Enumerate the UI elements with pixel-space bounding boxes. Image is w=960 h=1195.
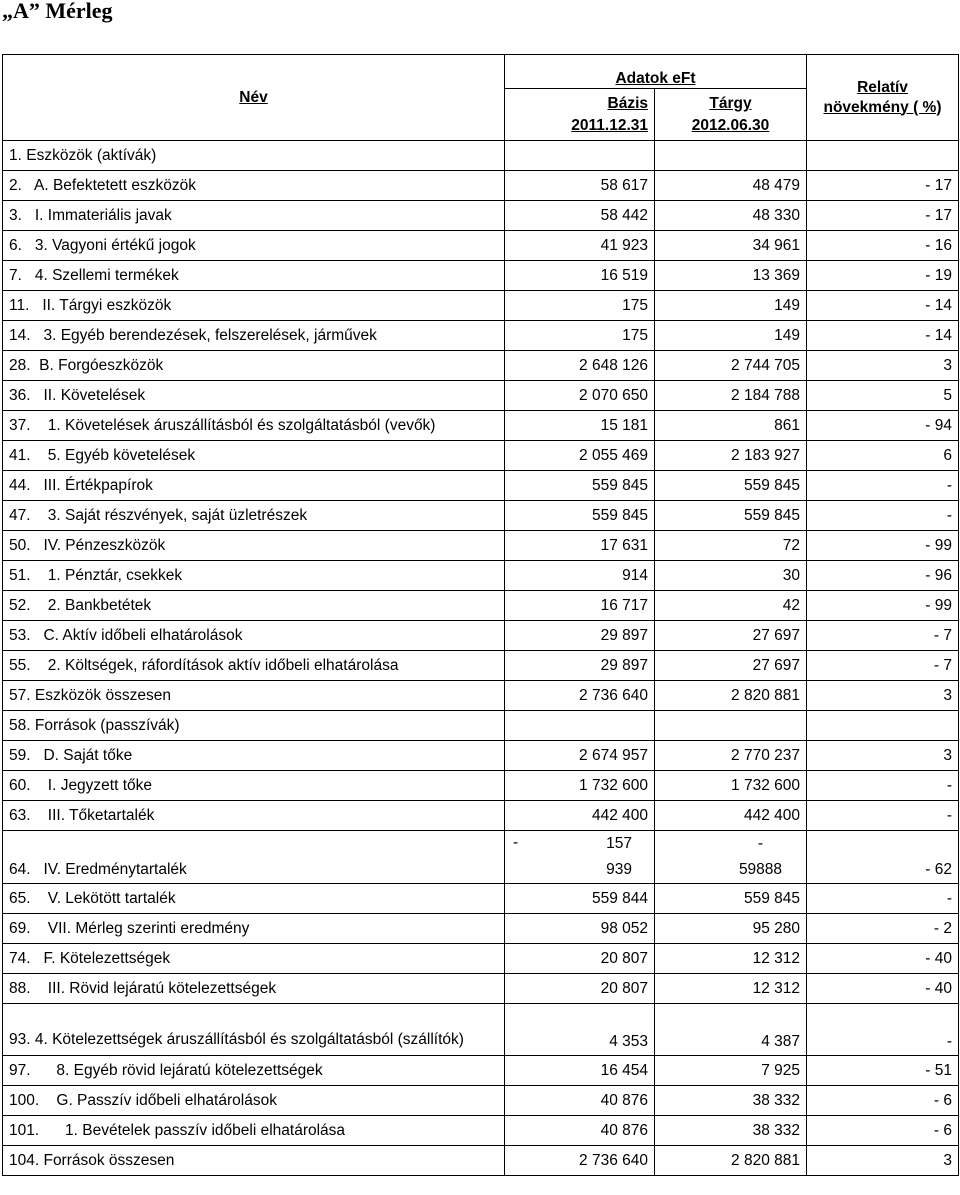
row-base: 2 736 640: [505, 1146, 655, 1176]
row-relative: - 16: [807, 231, 959, 261]
row-relative: - 6: [807, 1086, 959, 1116]
table-row: [3, 231, 959, 261]
row-target: 27 697: [655, 621, 807, 651]
row-target: 1 732 600: [655, 771, 807, 801]
row-base-l1: 157: [606, 835, 632, 852]
row-base: 16 454: [505, 1056, 655, 1086]
row-name: 60. I. Jegyzett tőke: [3, 771, 505, 801]
row-name: 3. I. Immateriális javak: [3, 201, 505, 231]
row-target: [655, 711, 807, 741]
page-title: „A” Mérleg: [2, 0, 113, 23]
row-relative: - 99: [807, 591, 959, 621]
row-relative: 3: [807, 351, 959, 381]
header-rel-l1: Relatív: [857, 78, 908, 96]
row-relative: -: [807, 884, 959, 914]
row-relative: - 19: [807, 261, 959, 291]
row-base-l2: 939: [606, 861, 632, 878]
row-target: 559 845: [655, 471, 807, 501]
row-name: 41. 5. Egyéb követelések: [3, 441, 505, 471]
header-name: Név: [3, 55, 505, 141]
row-target: 2 820 881: [655, 1146, 807, 1176]
row-name: 53. C. Aktív időbeli elhatárolások: [3, 621, 505, 651]
table-row: [3, 944, 959, 974]
row-relative: - 17: [807, 171, 959, 201]
table-row: [3, 1146, 959, 1176]
row-target: 12 312: [655, 974, 807, 1004]
row-target: 7 925: [655, 1056, 807, 1086]
table-row: [3, 1116, 959, 1146]
table-row: [3, 621, 959, 651]
row-relative: - 2: [807, 914, 959, 944]
row-name: 2. A. Befektetett eszközök: [3, 171, 505, 201]
row-target: 38 332: [655, 1116, 807, 1146]
row-target: 149: [655, 291, 807, 321]
row-target: 72: [655, 531, 807, 561]
table-row: [3, 471, 959, 501]
row-relative: - 7: [807, 651, 959, 681]
header-rel-l2: növekmény ( %): [823, 98, 942, 116]
row-base: 2 055 469: [505, 441, 655, 471]
header-target: [655, 89, 807, 141]
table-row: [3, 171, 959, 201]
row-base: [505, 141, 655, 171]
row-target: 2 184 788: [655, 381, 807, 411]
row-base: 40 876: [505, 1116, 655, 1146]
row-target: [655, 831, 807, 884]
table-row: [3, 771, 959, 801]
row-base: 58 617: [505, 171, 655, 201]
row-relative: -: [807, 801, 959, 831]
row-base: 1 732 600: [505, 771, 655, 801]
table-row: [3, 591, 959, 621]
table-row: [3, 1004, 959, 1056]
table-row: [3, 291, 959, 321]
row-name: 51. 1. Pénztár, csekkek: [3, 561, 505, 591]
row-name: 11. II. Tárgyi eszközök: [3, 291, 505, 321]
table-row: [3, 411, 959, 441]
row-name: 97. 8. Egyéb rövid lejáratú kötelezettségek: [3, 1056, 505, 1086]
table-row: [3, 741, 959, 771]
row-target: 442 400: [655, 801, 807, 831]
table-row: [3, 651, 959, 681]
table-row: [3, 351, 959, 381]
row-target: 861: [655, 411, 807, 441]
row-name: 64. IV. Eredménytartalék: [3, 831, 505, 884]
row-name: 100. G. Passzív időbeli elhatárolások: [3, 1086, 505, 1116]
row-relative: - 6: [807, 1116, 959, 1146]
row-base: 20 807: [505, 974, 655, 1004]
row-base: 2 070 650: [505, 381, 655, 411]
row-name: 6. 3. Vagyoni értékű jogok: [3, 231, 505, 261]
table-row: [3, 884, 959, 914]
row-target: 48 479: [655, 171, 807, 201]
table-row: [3, 1056, 959, 1086]
row-base: 559 844: [505, 884, 655, 914]
header-base: [505, 89, 655, 141]
table-row: [3, 201, 959, 231]
table-row: [3, 681, 959, 711]
row-name: 104. Források összesen: [3, 1146, 505, 1176]
row-base: 41 923: [505, 231, 655, 261]
row-base: 4 353: [505, 1004, 655, 1056]
row-target: 42: [655, 591, 807, 621]
header-target-l1: Tárgy: [709, 94, 752, 112]
row-name: 57. Eszközök összesen: [3, 681, 505, 711]
row-target: 4 387: [655, 1004, 807, 1056]
row-relative: - 14: [807, 321, 959, 351]
table-row: [3, 441, 959, 471]
header-target-l2: 2012.06.30: [691, 116, 770, 134]
row-relative: -: [807, 1004, 959, 1056]
row-relative: - 7: [807, 621, 959, 651]
row-name: 47. 3. Saját részvények, saját üzletrészek: [3, 501, 505, 531]
row-relative: - 51: [807, 1056, 959, 1086]
row-relative: 3: [807, 741, 959, 771]
row-name: 59. D. Saját tőke: [3, 741, 505, 771]
row-base: 16 519: [505, 261, 655, 291]
header-base-l1: Bázis: [607, 94, 648, 112]
row-base: 20 807: [505, 944, 655, 974]
row-base: 40 876: [505, 1086, 655, 1116]
row-target: 2 770 237: [655, 741, 807, 771]
row-base-sign: -: [513, 834, 519, 851]
table-row: [3, 914, 959, 944]
row-name: 14. 3. Egyéb berendezések, felszerelések, járművek: [3, 321, 505, 351]
row-relative: 5: [807, 381, 959, 411]
row-relative: - 17: [807, 201, 959, 231]
row-relative: -: [807, 501, 959, 531]
row-target: 48 330: [655, 201, 807, 231]
row-name: 55. 2. Költségek, ráfordítások aktív időbeli elhatárolása: [3, 651, 505, 681]
row-name: 69. VII. Mérleg szerinti eredmény: [3, 914, 505, 944]
table-row: [3, 801, 959, 831]
row-name: 1. Eszközök (aktívák): [3, 141, 505, 171]
table-row: [3, 141, 959, 171]
row-target: 12 312: [655, 944, 807, 974]
row-relative: -: [807, 471, 959, 501]
header-group: [505, 55, 807, 89]
row-name: 101. 1. Bevételek passzív időbeli elhatárolása: [3, 1116, 505, 1146]
header-group-label: Adatok eFt: [615, 70, 696, 87]
row-name: 65. V. Lekötött tartalék: [3, 884, 505, 914]
table-row: [3, 561, 959, 591]
row-relative: -: [807, 771, 959, 801]
table-row: [3, 711, 959, 741]
table-row: [3, 831, 959, 884]
table-row: [3, 261, 959, 291]
row-relative: - 14: [807, 291, 959, 321]
row-target: 30: [655, 561, 807, 591]
row-base: [505, 711, 655, 741]
row-base: 15 181: [505, 411, 655, 441]
row-base: 58 442: [505, 201, 655, 231]
table-row: [3, 501, 959, 531]
row-base: 914: [505, 561, 655, 591]
row-name: 28. B. Forgóeszközök: [3, 351, 505, 381]
row-base: 2 674 957: [505, 741, 655, 771]
row-name: 74. F. Kötelezettségek: [3, 944, 505, 974]
row-relative: 3: [807, 681, 959, 711]
row-base: 175: [505, 291, 655, 321]
row-target: 38 332: [655, 1086, 807, 1116]
row-base: 442 400: [505, 801, 655, 831]
row-relative: - 99: [807, 531, 959, 561]
balance-sheet-table: [2, 54, 959, 1176]
table-row: [3, 531, 959, 561]
header-relative: [807, 55, 959, 141]
table-row: [3, 1086, 959, 1116]
row-relative: 3: [807, 1146, 959, 1176]
table-row: [3, 381, 959, 411]
row-target: 559 845: [655, 884, 807, 914]
row-base: 98 052: [505, 914, 655, 944]
row-target: 95 280: [655, 914, 807, 944]
row-target: 2 183 927: [655, 441, 807, 471]
row-target: 27 697: [655, 651, 807, 681]
row-name: 93. 4. Kötelezettségek áruszállításból és szolgáltatásból (szállítók): [3, 1004, 505, 1056]
row-base: 29 897: [505, 621, 655, 651]
row-relative: [807, 711, 959, 741]
row-target: 13 369: [655, 261, 807, 291]
row-relative: 6: [807, 441, 959, 471]
row-relative: - 94: [807, 411, 959, 441]
header-base-l2: 2011.12.31: [571, 116, 648, 134]
row-target: 2 820 881: [655, 681, 807, 711]
row-target: 34 961: [655, 231, 807, 261]
row-base: 2 736 640: [505, 681, 655, 711]
row-name: 44. III. Értékpapírok: [3, 471, 505, 501]
row-name: 36. II. Követelések: [3, 381, 505, 411]
row-base: 2 648 126: [505, 351, 655, 381]
row-name: 50. IV. Pénzeszközök: [3, 531, 505, 561]
row-base: 16 717: [505, 591, 655, 621]
row-name: 52. 2. Bankbetétek: [3, 591, 505, 621]
header-row-1: [3, 55, 959, 89]
row-target-l1: -: [757, 835, 764, 852]
row-relative: [807, 141, 959, 171]
row-relative: - 62: [807, 831, 959, 884]
row-base: 175: [505, 321, 655, 351]
row-base: 559 845: [505, 471, 655, 501]
table-row: [3, 321, 959, 351]
row-name: 58. Források (passzívák): [3, 711, 505, 741]
row-base: 559 845: [505, 501, 655, 531]
row-name: 88. III. Rövid lejáratú kötelezettségek: [3, 974, 505, 1004]
row-base: [505, 831, 655, 884]
row-target: 559 845: [655, 501, 807, 531]
row-name: 63. III. Tőketartalék: [3, 801, 505, 831]
row-target: 149: [655, 321, 807, 351]
row-target: 2 744 705: [655, 351, 807, 381]
row-relative: - 40: [807, 944, 959, 974]
row-relative: - 40: [807, 974, 959, 1004]
row-base: 29 897: [505, 651, 655, 681]
row-name: 7. 4. Szellemi termékek: [3, 261, 505, 291]
row-name: 37. 1. Követelések áruszállításból és szolgáltatásból (vevők): [3, 411, 505, 441]
row-target: [655, 141, 807, 171]
row-relative: - 96: [807, 561, 959, 591]
table-row: [3, 974, 959, 1004]
row-target-l2: 59888: [738, 861, 783, 878]
row-base: 17 631: [505, 531, 655, 561]
